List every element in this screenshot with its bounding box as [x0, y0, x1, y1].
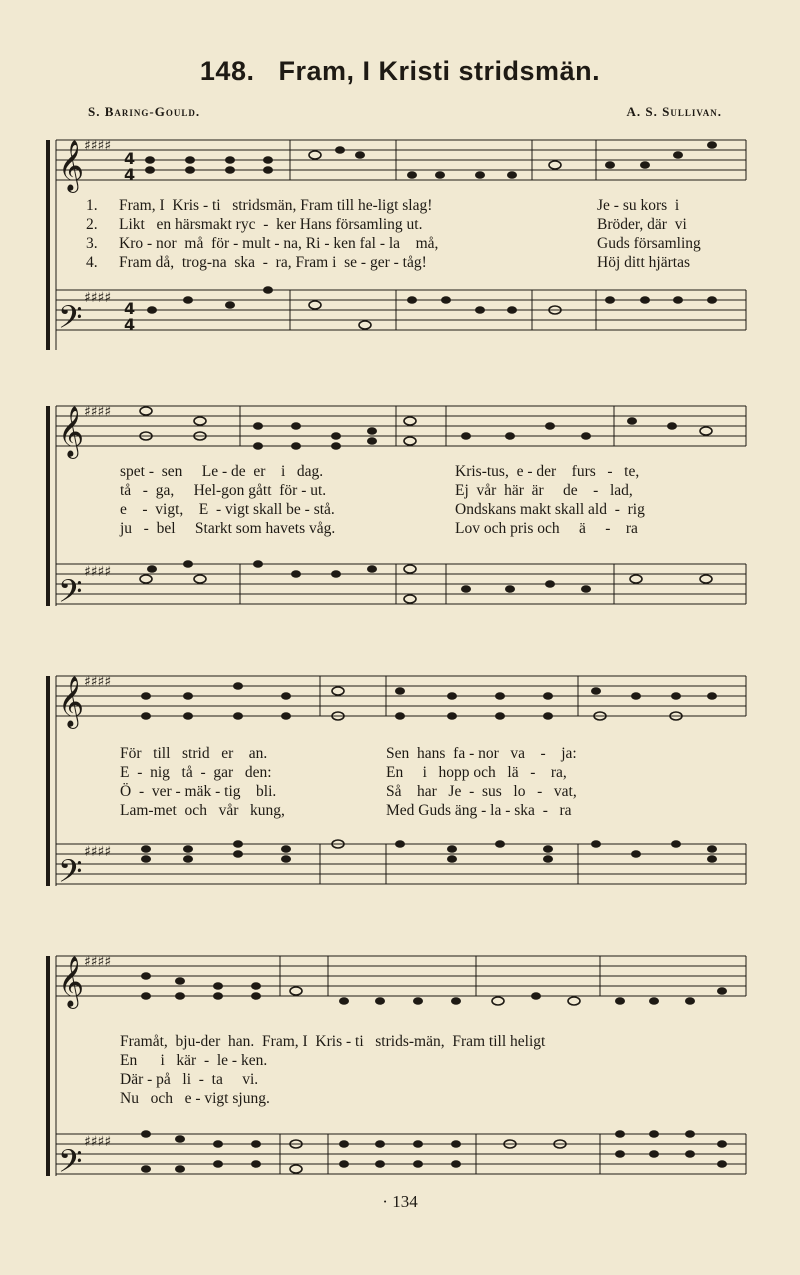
music-system-3	[0, 658, 800, 894]
lyric-line: Kris-tus, e - der furs - te,	[455, 463, 640, 480]
lyric-line: Kro - nor må för - mult - na, Ri - ken fal - la må,	[119, 235, 439, 252]
svg-text:𝄞: 𝄞	[58, 956, 85, 1007]
lyric-line: tå - ga, Hel-gon gått för - ut.	[120, 482, 327, 499]
lyric-line: Likt en härsmakt ryc - ker Hans församling ut.	[119, 216, 423, 233]
lyric-line: För till strid er an.	[120, 745, 268, 762]
music-system-1	[0, 120, 800, 360]
svg-text:𝄢: 𝄢	[58, 1143, 83, 1186]
lyric-line: Fram då, trog-na ska - ra, Fram i se - ger - tåg!	[119, 254, 427, 271]
lyric-line: Där - på li - ta vi.	[120, 1071, 259, 1088]
svg-text:♯♯♯♯: ♯♯♯♯	[84, 564, 112, 580]
lyric-line: Höj ditt hjärtas	[597, 254, 690, 271]
svg-text:4: 4	[124, 315, 136, 334]
lyric-line: Fram, I Kris - ti stridsmän, Fram till he-ligt slag!	[119, 197, 433, 214]
svg-text:♯♯♯♯: ♯♯♯♯	[84, 290, 112, 306]
svg-text:𝄢: 𝄢	[58, 299, 83, 343]
lyric-line: Nu och e - vigt sjung.	[120, 1090, 270, 1107]
svg-text:4: 4	[124, 149, 136, 168]
verse-number: 4.	[86, 254, 98, 271]
lyric-line: Lam-met och vår kung,	[120, 802, 285, 819]
page-number: · 134	[382, 1192, 418, 1211]
lyric-line: Bröder, där vi	[597, 216, 687, 233]
svg-text:4: 4	[124, 165, 136, 184]
lyric-line: Med Guds äng - la - ska - ra	[386, 802, 572, 819]
svg-text:𝄞: 𝄞	[58, 676, 85, 727]
lyric-line: En i hopp och lä - ra,	[386, 764, 567, 781]
composer-credit: A. S. Sullivan.	[626, 104, 722, 119]
svg-text:♯♯♯♯: ♯♯♯♯	[84, 844, 112, 860]
verse-number: 1.	[86, 197, 98, 214]
svg-text:♯♯♯♯: ♯♯♯♯	[84, 138, 112, 154]
svg-text:♯♯♯♯: ♯♯♯♯	[84, 404, 112, 420]
hymn-number: 148.	[199, 56, 255, 86]
lyric-line: En i kär - le - ken.	[120, 1052, 268, 1069]
lyric-line: Sen hans fa - nor va - ja:	[386, 745, 577, 762]
lyric-line: e - vigt, E - vigt skall be - stå.	[120, 501, 335, 518]
lyric-line: ju - bel Starkt som havets våg.	[120, 520, 336, 537]
svg-text:♯♯♯♯: ♯♯♯♯	[84, 674, 112, 690]
lyric-line: Ö - ver - mäk - tig bli.	[120, 783, 277, 800]
svg-text:𝄢: 𝄢	[58, 573, 83, 617]
lyric-line: Guds församling	[597, 235, 701, 252]
svg-text:𝄞: 𝄞	[58, 406, 85, 457]
svg-text:𝄞: 𝄞	[58, 140, 85, 191]
music-system-4	[0, 936, 800, 1186]
hymn-title: Fram, I Kristi stridsmän.	[278, 56, 601, 86]
hymn-title-line	[0, 56, 800, 87]
lyric-line: Ej vår här är de - lad,	[455, 482, 633, 499]
verse-number: 3.	[86, 235, 98, 252]
lyric-line: Lov och pris och ä - ra	[455, 520, 638, 537]
lyric-line: Framåt, bju-der han. Fram, I Kris - ti strids-män, Fram till heligt	[120, 1033, 546, 1050]
svg-text:4: 4	[124, 299, 136, 318]
music-system-2	[0, 388, 800, 618]
lyric-line: Så har Je - sus lo - vat,	[386, 783, 577, 800]
lyric-line: E - nig tå - gar den:	[120, 764, 272, 781]
lyricist-credit: S. Baring-Gould.	[88, 104, 201, 119]
svg-text:𝄢: 𝄢	[58, 853, 83, 894]
verse-number: 2.	[86, 216, 98, 233]
lyric-line: spet - sen Le - de er i dag.	[120, 463, 324, 480]
lyric-line: Je - su kors i	[597, 197, 680, 214]
svg-text:♯♯♯♯: ♯♯♯♯	[84, 1134, 112, 1150]
lyric-line: Ondskans makt skall ald - rig	[455, 501, 645, 518]
svg-text:♯♯♯♯: ♯♯♯♯	[84, 954, 112, 970]
